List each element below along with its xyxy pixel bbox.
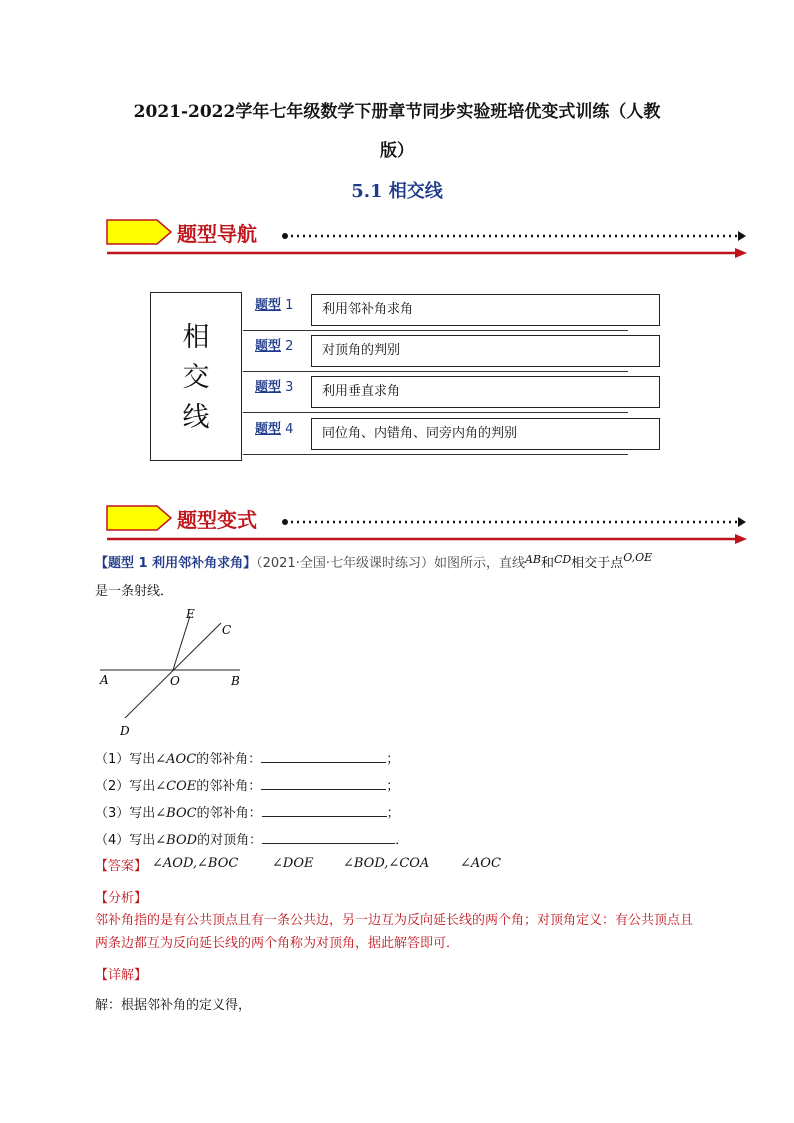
- label-O: O: [170, 674, 180, 688]
- question-tag: 【题型 1 利用邻补角求角】: [95, 556, 257, 571]
- variant-banner-label: 题型变式: [177, 508, 257, 532]
- nav-item-text: 对顶角的判别: [311, 335, 660, 367]
- nav-item-text: 利用垂直求角: [311, 376, 660, 408]
- topic-char-1: 相: [182, 322, 210, 353]
- nav-item-text: 同位角、内错角、同旁内角的判别: [311, 418, 660, 450]
- question-stem: 【题型 1 利用邻补角求角】（2021·全国·七年级课时练习）如图所示，直线$^{AB}$和$^{CD}$相交于点$^{O,OE}$: [95, 551, 653, 571]
- answer-label: 【答案】: [95, 859, 148, 874]
- nav-banner: [105, 218, 755, 263]
- answer-blank[interactable]: [262, 831, 395, 844]
- question-stem-line2: 是一条射线．: [95, 584, 174, 599]
- nav-item-text: 利用邻补角求角: [311, 294, 660, 326]
- document-title-line1: 2021-2022学年七年级数学下册章节同步实验班培优变式训练（人教: [133, 102, 661, 122]
- label-D: D: [120, 724, 130, 738]
- label-E: E: [186, 607, 195, 621]
- topic-box: [150, 292, 242, 461]
- answer-blank[interactable]: [262, 804, 387, 817]
- question-source: （2021·全国·七年级课时练习）如图所示，直线: [256, 556, 525, 571]
- answer-blank[interactable]: [261, 777, 386, 790]
- nav-tag: 题型: [255, 298, 282, 313]
- section-subtitle: 5.1 相交线: [351, 181, 443, 202]
- nav-num: 3: [285, 380, 294, 395]
- nav-num: 4: [285, 422, 294, 437]
- analysis-label: 【分析】: [95, 891, 148, 906]
- geometry-figure: [95, 605, 255, 740]
- answer-value-4: ∠AOC: [460, 856, 501, 871]
- variant-banner: [105, 504, 755, 549]
- nav-tag: 题型: [255, 339, 282, 354]
- answer-value-2: ∠DOE: [272, 856, 314, 871]
- nav-banner-label: 题型导航: [177, 222, 257, 246]
- topic-char-2: 交: [182, 362, 210, 393]
- detail-label: 【详解】: [95, 968, 148, 983]
- label-A: A: [100, 673, 109, 687]
- document-title-line2: 版）: [380, 141, 414, 161]
- nav-item-2[interactable]: [243, 335, 663, 375]
- detail-text: 解：根据邻补角的定义得，: [95, 998, 252, 1013]
- nav-tag: 题型: [255, 380, 282, 395]
- nav-num: 2: [285, 339, 294, 354]
- answer-value-1: ∠AOD,∠BOC: [152, 856, 239, 871]
- nav-num: 1: [285, 298, 294, 313]
- nav-tag: 题型: [255, 422, 282, 437]
- nav-item-1[interactable]: [243, 294, 663, 334]
- answer-blank[interactable]: [261, 750, 386, 763]
- nav-item-4[interactable]: [243, 418, 663, 458]
- answer-value-3: ∠BOD,∠COA: [343, 856, 430, 871]
- question-part-4: （4）写出∠BOD的对顶角： ．: [95, 833, 409, 848]
- question-part-1: （1）写出∠AOC的邻补角： ；: [95, 752, 400, 767]
- analysis-text: 邻补角指的是有公共顶点且有一条公共边，另一边互为反向延长线的两个角；对顶角定义：有公共顶点且两条边都互为反向延长线的两个角称为对顶角，据此解答即可．: [95, 913, 694, 951]
- topic-char-3: 线: [182, 402, 210, 433]
- question-part-3: （3）写出∠BOC的邻补角： ；: [95, 806, 400, 821]
- question-part-2: （2）写出∠COE的邻补角： ；: [95, 779, 400, 794]
- nav-item-3[interactable]: [243, 376, 663, 416]
- label-B: B: [231, 674, 240, 688]
- label-C: C: [222, 623, 232, 637]
